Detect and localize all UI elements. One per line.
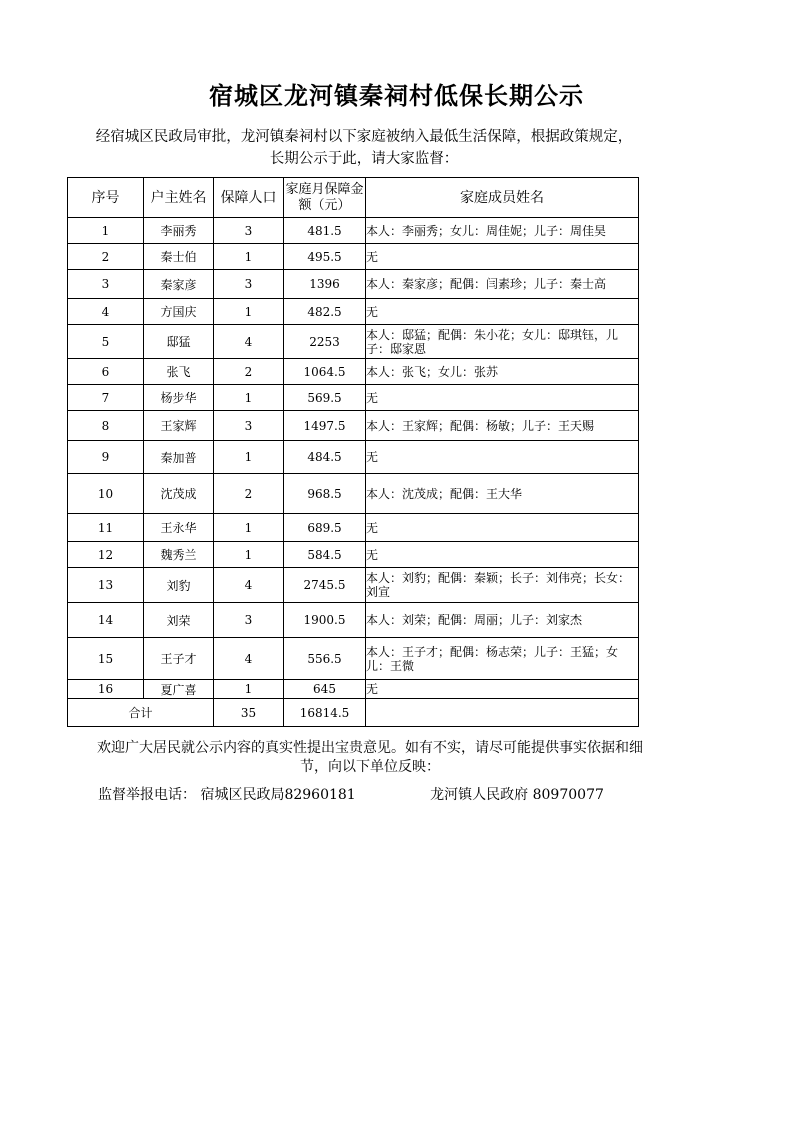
row-householder: 王永华 xyxy=(144,514,214,542)
row-members: 本人：邸猛；配偶：朱小花；女儿：邸琪钰，儿子：邸家恩 xyxy=(366,325,639,359)
row-householder: 王家辉 xyxy=(144,411,214,441)
row-householder: 刘荣 xyxy=(144,603,214,638)
row-householder: 秦士伯 xyxy=(144,244,214,270)
row-people: 1 xyxy=(214,680,284,699)
row-amount: 584.5 xyxy=(284,542,366,568)
row-number: 15 xyxy=(68,638,144,680)
row-number: 2 xyxy=(68,244,144,270)
row-householder: 刘豹 xyxy=(144,568,214,603)
row-people: 3 xyxy=(214,218,284,244)
row-amount: 495.5 xyxy=(284,244,366,270)
row-amount: 484.5 xyxy=(284,441,366,474)
row-members: 本人：李丽秀；女儿：周佳妮；儿子：周佳昊 xyxy=(366,218,639,244)
row-number: 14 xyxy=(68,603,144,638)
table-row xyxy=(68,603,639,638)
row-householder: 方国庆 xyxy=(144,299,214,325)
row-householder: 秦家彦 xyxy=(144,270,214,299)
row-people: 2 xyxy=(214,474,284,514)
row-amount: 1900.5 xyxy=(284,603,366,638)
row-people: 1 xyxy=(214,514,284,542)
row-members: 无 xyxy=(366,299,639,325)
row-number: 12 xyxy=(68,542,144,568)
table-row xyxy=(68,270,639,299)
hotline-label: 监督举报电话： xyxy=(98,787,196,803)
row-people: 1 xyxy=(214,244,284,270)
row-number: 10 xyxy=(68,474,144,514)
row-amount: 1064.5 xyxy=(284,359,366,385)
row-number: 9 xyxy=(68,441,144,474)
total-row xyxy=(68,699,639,727)
row-number: 3 xyxy=(68,270,144,299)
table-row xyxy=(68,474,639,514)
row-number: 4 xyxy=(68,299,144,325)
row-members: 无 xyxy=(366,441,639,474)
table-row xyxy=(68,325,639,359)
row-people: 1 xyxy=(214,299,284,325)
row-people: 4 xyxy=(214,325,284,359)
row-householder: 沈茂成 xyxy=(144,474,214,514)
hotline-line xyxy=(98,784,604,804)
row-members: 本人：秦家彦；配偶：闫素珍；儿子：秦士高 xyxy=(366,270,639,299)
row-members: 本人：张飞；女儿：张苏 xyxy=(366,359,639,385)
row-amount: 968.5 xyxy=(284,474,366,514)
row-amount: 689.5 xyxy=(284,514,366,542)
table-row xyxy=(68,411,639,441)
row-householder: 王子才 xyxy=(144,638,214,680)
table-row xyxy=(68,568,639,603)
row-people: 3 xyxy=(214,270,284,299)
intro-paragraph: 经宿城区民政局审批，龙河镇秦祠村以下家庭被纳入最低生活保障，根据政策规定，长期公示于此，请大家监督： xyxy=(95,129,633,167)
row-amount: 569.5 xyxy=(284,385,366,411)
feedback-note: 欢迎广大居民就公示内容的真实性提出宝贵意见。如有不实，请尽可能提供事实依据和细节，向以下单位反映： xyxy=(97,740,643,775)
row-members: 无 xyxy=(366,542,639,568)
town-government-phone: 龙河镇人民政府 80970077 xyxy=(430,787,604,803)
row-members: 无 xyxy=(366,244,639,270)
low-income-table xyxy=(67,177,639,727)
table-header-row xyxy=(68,178,639,218)
header-householder: 户主姓名 xyxy=(144,178,214,218)
row-householder: 邸猛 xyxy=(144,325,214,359)
civil-affairs-phone: 宿城区民政局82960181 xyxy=(200,787,356,803)
row-number: 11 xyxy=(68,514,144,542)
row-number: 8 xyxy=(68,411,144,441)
row-householder: 秦加普 xyxy=(144,441,214,474)
row-number: 16 xyxy=(68,680,144,699)
row-people: 2 xyxy=(214,359,284,385)
table-body xyxy=(68,218,639,727)
table-row xyxy=(68,299,639,325)
table-row xyxy=(68,218,639,244)
row-members: 本人：刘荣；配偶：周丽；儿子：刘家杰 xyxy=(366,603,639,638)
row-number: 1 xyxy=(68,218,144,244)
table-row xyxy=(68,385,639,411)
row-people: 4 xyxy=(214,568,284,603)
row-amount: 2253 xyxy=(284,325,366,359)
total-people: 35 xyxy=(214,699,284,727)
row-people: 1 xyxy=(214,385,284,411)
table-row xyxy=(68,638,639,680)
row-people: 3 xyxy=(214,603,284,638)
total-label: 合计 xyxy=(68,699,214,727)
table-row xyxy=(68,680,639,699)
header-people: 保障人口 xyxy=(214,178,284,218)
row-members: 本人：刘豹；配偶：秦颖；长子：刘伟亮；长女：刘宣 xyxy=(366,568,639,603)
table-row xyxy=(68,514,639,542)
page-title: 宿城区龙河镇秦祠村低保长期公示 xyxy=(209,81,584,110)
header-number: 序号 xyxy=(68,178,144,218)
row-members: 无 xyxy=(366,514,639,542)
total-members xyxy=(366,699,639,727)
row-people: 1 xyxy=(214,542,284,568)
header-members: 家庭成员姓名 xyxy=(366,178,639,218)
row-number: 5 xyxy=(68,325,144,359)
table-row xyxy=(68,359,639,385)
table-row xyxy=(68,542,639,568)
row-amount: 1497.5 xyxy=(284,411,366,441)
row-amount: 482.5 xyxy=(284,299,366,325)
row-members: 本人：王子才；配偶：杨志荣；儿子：王猛；女儿：王微 xyxy=(366,638,639,680)
row-householder: 夏广喜 xyxy=(144,680,214,699)
row-amount: 645 xyxy=(284,680,366,699)
row-amount: 1396 xyxy=(284,270,366,299)
row-amount: 481.5 xyxy=(284,218,366,244)
total-amount: 16814.5 xyxy=(284,699,366,727)
row-householder: 张飞 xyxy=(144,359,214,385)
row-householder: 李丽秀 xyxy=(144,218,214,244)
row-people: 1 xyxy=(214,441,284,474)
row-amount: 556.5 xyxy=(284,638,366,680)
row-people: 4 xyxy=(214,638,284,680)
row-members: 无 xyxy=(366,680,639,699)
row-number: 7 xyxy=(68,385,144,411)
table-row xyxy=(68,441,639,474)
row-amount: 2745.5 xyxy=(284,568,366,603)
header-amount: 家庭月保障金额（元） xyxy=(284,178,366,218)
row-people: 3 xyxy=(214,411,284,441)
row-members: 本人：沈茂成；配偶：王大华 xyxy=(366,474,639,514)
row-members: 无 xyxy=(366,385,639,411)
row-number: 13 xyxy=(68,568,144,603)
row-number: 6 xyxy=(68,359,144,385)
row-members: 本人：王家辉；配偶：杨敏；儿子：王天赐 xyxy=(366,411,639,441)
row-householder: 杨步华 xyxy=(144,385,214,411)
table-row xyxy=(68,244,639,270)
row-householder: 魏秀兰 xyxy=(144,542,214,568)
